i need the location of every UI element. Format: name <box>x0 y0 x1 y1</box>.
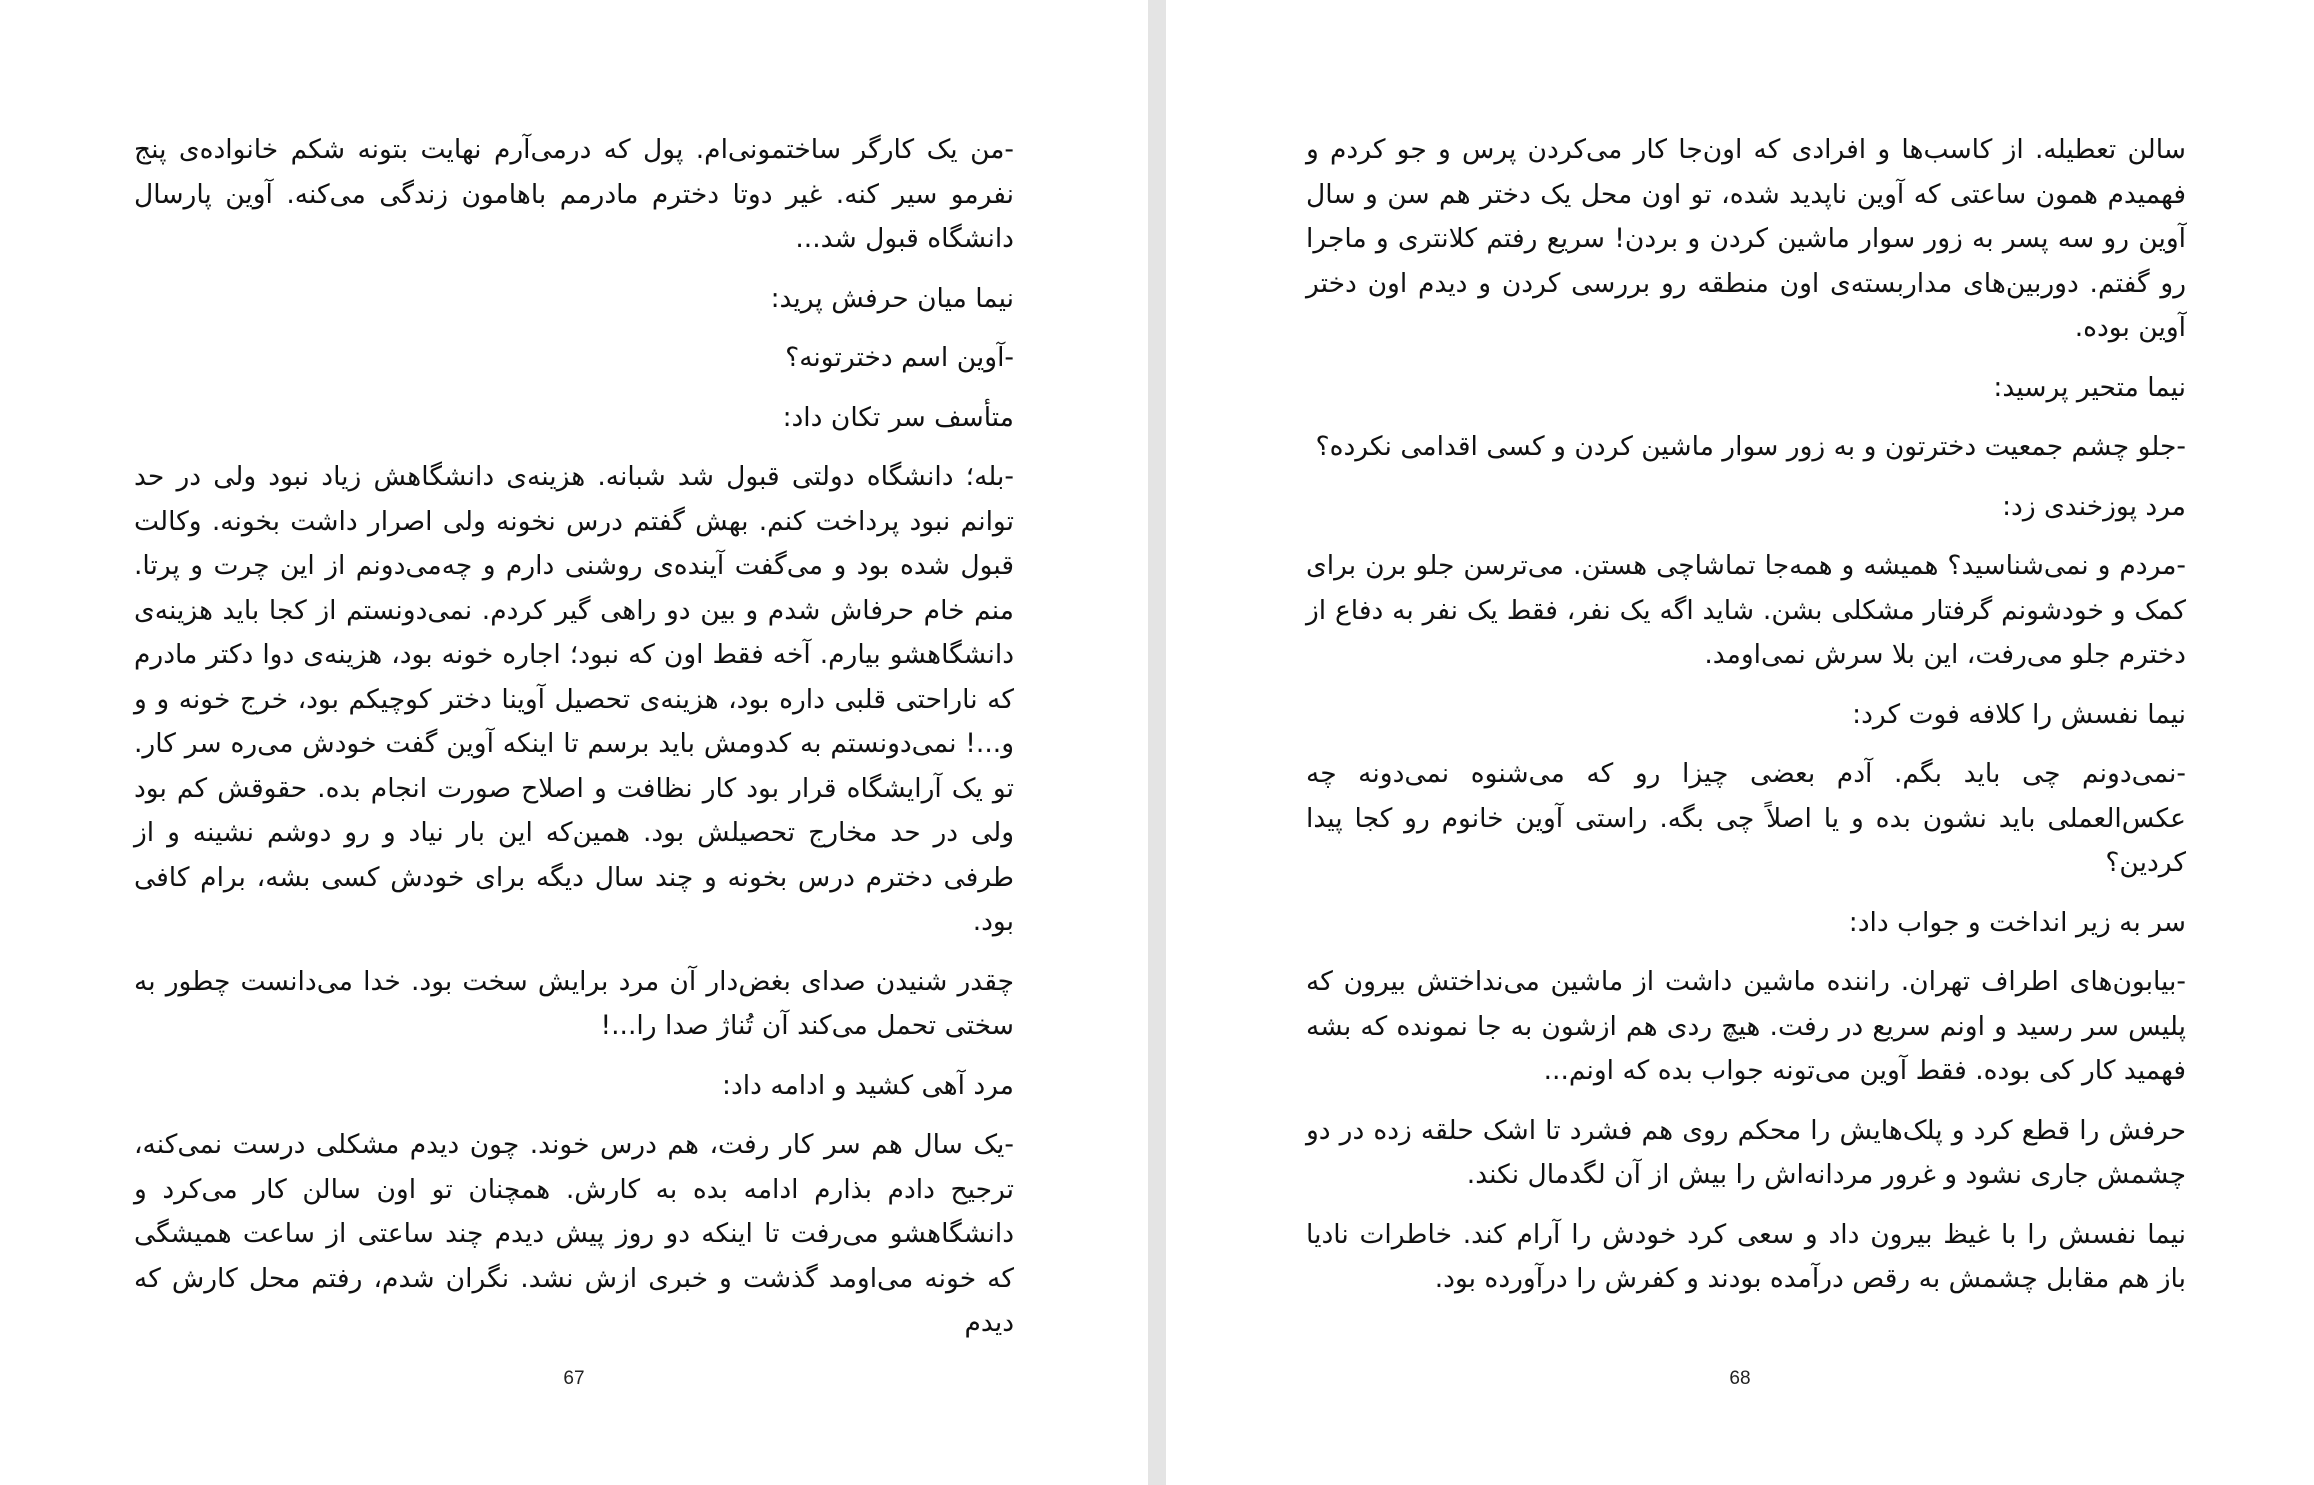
paragraph: متأسف سر تکان داد: <box>782 401 1014 433</box>
page-number: 67 <box>563 1368 585 1389</box>
page-68 <box>1166 0 2314 1485</box>
page-number: 68 <box>1729 1368 1751 1389</box>
paragraph: نیما میان حرفش پرید: <box>770 282 1014 314</box>
paragraph: نیما نفسش را کلافه فوت کرد: <box>1852 698 2186 730</box>
paragraph: -بله؛ دانشگاه دولتی قبول شد شبانه. هزینه‌ی دانشگاهش زیاد نبود ولی در حد توانم نبود پرداخت کنم. بهش گفتم درس نخونه ولی اصرار داشت بخونه. وکالت قبول شده بود و می‌گفت آینده‌ی روشنی دارم و چه‌می‌دونم از این چرت و پرتا. منم خام حرفاش شدم و بین دو راهی گیر کردم. نمی‌دونستم از کجا باید هزینه‌ی دانشگاهشو بیارم. آخه فقط اون که نبود؛ اجاره خونه بود، هزینه‌ی دوا دکتر مادرم که ناراحتی قلبی داره بود، هزینه‌ی تحصیل آوینا دختر کوچیکم بود، خرج خونه و و و...! نمی‌دونستم به کدومش باید برسم تا اینکه آوین گفت خودش می‌ره سر کار. تو یک آرایشگاه قرار بود کار نظافت و اصلاح صورت انجام بده. حقوقش کم بود ولی در حد مخارج تحصیلش بود. همین‌که این بار نیاد و رو دوشم نشینه و از طرفی دخترم درس بخونه و چند سال دیگه برای خودش کسی بشه، برام کافی بود. <box>134 461 1014 937</box>
paragraph: نیما نفسش را با غیظ بیرون داد و سعی کرد خودش را آرام کند. خاطرات نادیا باز هم مقابل چشمش به رقص درآمده بودند و کفرش را درآورده بود. <box>1306 1218 2186 1294</box>
paragraph: -یک سال هم سر کار رفت، هم درس خوند. چون دیدم مشکلی درست نمی‌کنه، ترجیح دادم بذارم ادامه بده به کارش. همچنان تو اون سالن کار می‌کرد و دانشگاهشو می‌رفت تا اینکه دو روز پیش دیدم چند ساعتی از ساعت همیشگی که خونه می‌اومد گذشت و خبری ازش نشد. نگران شدم، رفتم محل کارش که دیدم <box>134 1129 1014 1338</box>
paragraph: -بیابون‌های اطراف تهران. راننده ماشین داشت از ماشین می‌نداختش بیرون که پلیس سر رسید و اونم سریع در رفت. هیچ ردی هم ازشون به جا نمونده که بشه فهمید کار کی بوده. فقط آوین می‌تونه جواب بده که اونم... <box>1306 966 2186 1086</box>
page-67 <box>0 0 1148 1485</box>
paragraph: نیما متحیر پرسید: <box>1993 371 2186 403</box>
paragraph: چقدر شنیدن صدای بغض‌دار آن مرد برایش سخت بود. خدا می‌دانست چطور به سختی تحمل می‌کند آن تُناژ صدا را...! <box>134 965 1014 1041</box>
paragraph: -من یک کارگر ساختمونی‌ام. پول که درمی‌آرم نهایت بتونه شکم خانواده‌ی پنج نفرمو سیر کنه. غیر دوتا دخترم مادرمم باهامون زندگی می‌کنه. آوین پارسال دانشگاه قبول شد... <box>134 134 1014 254</box>
paragraph: -مردم و نمی‌شناسید؟ همیشه و همه‌جا تماشاچی هستن. می‌ترسن جلو برن برای کمک و خودشونم گرفتار مشکلی بشن. شاید اگه یک نفر، فقط یک نفر به دفاع از دخترم جلو می‌رفت، این بلا سرش نمی‌اومد. <box>1306 550 2186 670</box>
paragraph: -جلو چشم جمعیت دخترتون و به زور سوار ماشین کردن و کسی اقدامی نکرده؟ <box>1315 431 2186 462</box>
page-gutter <box>1148 0 1166 1485</box>
paragraph: -نمی‌دونم چی باید بگم. آدم بعضی چیزا رو که می‌شنوه نمی‌دونه چه عکس‌العملی باید نشون بده و یا اصلاً چی بگه. راستی آوین خانوم رو کجا پیدا کردین؟ <box>1306 758 2186 878</box>
paragraph: -آوین اسم دخترتونه؟ <box>785 342 1014 373</box>
paragraph: مرد آهی کشید و ادامه داد: <box>722 1069 1014 1101</box>
page-text <box>134 128 1014 1361</box>
paragraph: مرد پوزخندی زد: <box>2002 490 2186 522</box>
paragraph: سالن تعطیله. از کاسب‌ها و افرادی که اون‌جا کار می‌کردن پرس و جو کردم و فهمیدم همون ساعتی که آوین ناپدید شده، تو اون محل یک دختر هم سن و سال آوین رو سه پسر به زور سوار ماشین کردن و بردن! سریع رفتم کلانتری و ماجرا رو گفتم. دوربین‌های مداربسته‌ی اون منطقه رو بررسی کردن و دیدم اون دختر آوین بوده. <box>1306 134 2186 343</box>
paragraph: سر به زیر انداخت و جواب داد: <box>1848 906 2186 938</box>
page-text <box>1306 128 2186 1317</box>
paragraph: حرفش را قطع کرد و پلک‌هایش را محکم روی هم فشرد تا اشک حلقه زده در دو چشمش جاری نشود و غرور مردانه‌اش را بیش از آن لگدمال نکند. <box>1306 1114 2186 1190</box>
